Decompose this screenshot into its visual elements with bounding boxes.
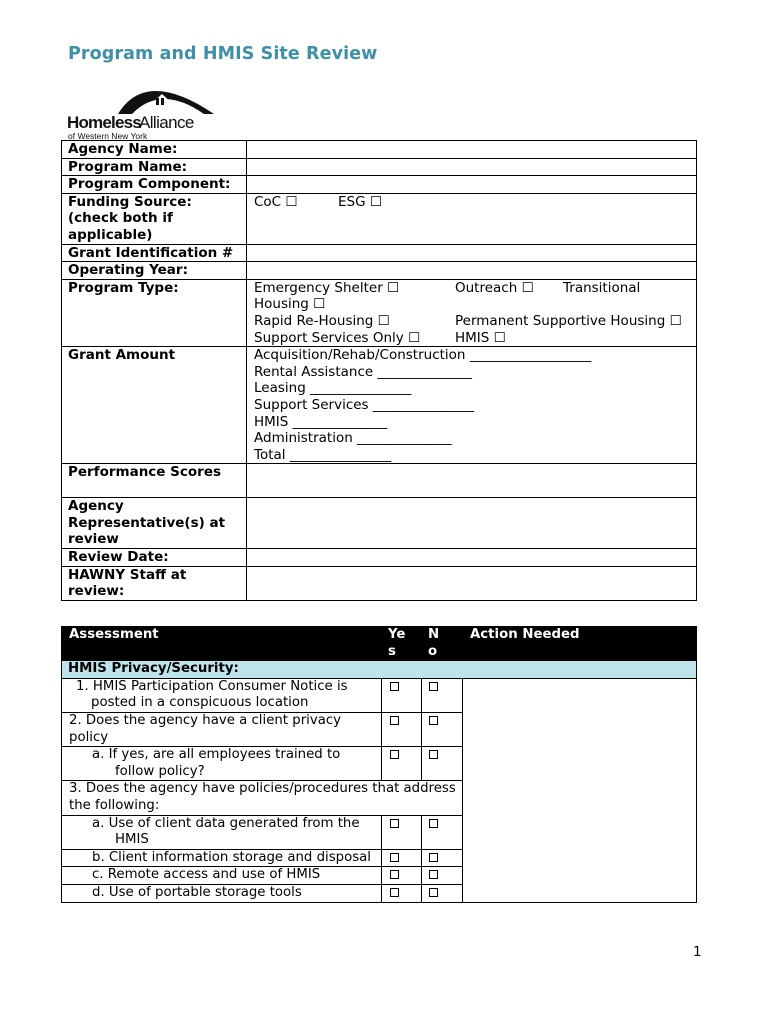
checkbox-icon[interactable]: [429, 853, 438, 862]
program-type-field: [247, 279, 697, 346]
program-type-label: Program Type:: [62, 279, 247, 346]
checkbox-icon[interactable]: [390, 819, 399, 828]
question-3a: a. Use of client data generated from the HMIS: [62, 815, 382, 849]
hawny-staff-label: HAWNY Staff at review:: [62, 566, 247, 600]
checkbox-icon[interactable]: [390, 750, 399, 759]
rapid-rehousing-option[interactable]: Rapid Re-Housing ☐: [254, 312, 390, 329]
grant-id-label: Grant Identification #: [62, 244, 247, 262]
agency-rep-label: Agency Representative(s) at review: [62, 498, 247, 549]
question-3: 3. Does the agency have policies/procedures that address the following:: [62, 781, 463, 815]
q3b-yes-checkbox[interactable]: [382, 849, 422, 867]
performance-scores-field[interactable]: [247, 464, 697, 498]
agency-name-field[interactable]: [247, 141, 697, 159]
action-needed-field[interactable]: [463, 678, 697, 902]
leasing-amount[interactable]: Leasing _______________: [254, 380, 412, 397]
operating-year-field[interactable]: [247, 262, 697, 280]
checkbox-icon[interactable]: [429, 750, 438, 759]
transitional-option[interactable]: Transitional: [563, 279, 641, 296]
action-needed-header: Action Needed: [463, 627, 697, 661]
assessment-header: Assessment: [62, 627, 382, 661]
q3c-no-checkbox[interactable]: [422, 867, 463, 885]
checkbox-icon[interactable]: [390, 716, 399, 725]
q2-yes-checkbox[interactable]: [382, 712, 422, 746]
transitional-housing-option[interactable]: Housing ☐: [254, 296, 326, 313]
agency-rep-field[interactable]: [247, 498, 697, 549]
review-date-field[interactable]: [247, 549, 697, 567]
hmis-option[interactable]: HMIS ☐: [455, 329, 506, 346]
coc-checkbox[interactable]: CoC ☐: [254, 193, 298, 210]
funding-source-field[interactable]: [247, 193, 697, 244]
checkbox-icon[interactable]: [390, 682, 399, 691]
esg-checkbox[interactable]: ESG ☐: [338, 193, 382, 210]
performance-scores-label: Performance Scores: [62, 464, 247, 498]
checkbox-icon[interactable]: [390, 888, 399, 897]
grant-amount-label: Grant Amount: [62, 347, 247, 464]
q2a-no-checkbox[interactable]: [422, 747, 463, 781]
review-date-label: Review Date:: [62, 549, 247, 567]
checkbox-icon[interactable]: [390, 853, 399, 862]
program-component-label: Program Component:: [62, 176, 247, 194]
rental-assistance-amount[interactable]: Rental Assistance ______________: [254, 363, 472, 380]
acquisition-amount[interactable]: Acquisition/Rehab/Construction __________________: [254, 347, 592, 364]
total-amount[interactable]: Total _______________: [254, 446, 392, 463]
q3b-no-checkbox[interactable]: [422, 849, 463, 867]
operating-year-label: Operating Year:: [62, 262, 247, 280]
grant-amount-field: [247, 347, 697, 464]
q2-no-checkbox[interactable]: [422, 712, 463, 746]
question-2: 2. Does the agency have a client privacy policy: [62, 712, 382, 746]
question-2a: a. If yes, are all employees trained to follow policy?: [62, 747, 382, 781]
svg-text:of Western New York: of Western New York: [68, 131, 148, 140]
hmis-privacy-section: HMIS Privacy/Security:: [62, 661, 697, 679]
q1-yes-checkbox[interactable]: [382, 678, 422, 712]
no-header: N o: [422, 627, 463, 661]
q1-no-checkbox[interactable]: [422, 678, 463, 712]
checkbox-icon[interactable]: [390, 870, 399, 879]
support-services-only-option[interactable]: Support Services Only ☐: [254, 329, 421, 346]
checkbox-icon[interactable]: [429, 870, 438, 879]
q3a-no-checkbox[interactable]: [422, 815, 463, 849]
outreach-option[interactable]: Outreach ☐: [455, 279, 534, 296]
administration-amount[interactable]: Administration ______________: [254, 430, 452, 447]
hmis-amount[interactable]: HMIS ______________: [254, 413, 388, 430]
checkbox-icon[interactable]: [429, 682, 438, 691]
funding-source-label: Funding Source: (check both if applicable): [62, 193, 247, 244]
question-3c: c. Remote access and use of HMIS: [62, 867, 382, 885]
homeless-alliance-logo: [66, 76, 216, 140]
agency-name-label: Agency Name:: [62, 141, 247, 159]
program-info-table: [61, 140, 697, 601]
emergency-shelter-option[interactable]: Emergency Shelter ☐: [254, 279, 400, 296]
question-3d: d. Use of portable storage tools: [62, 884, 382, 902]
checkbox-icon[interactable]: [429, 716, 438, 725]
q3a-yes-checkbox[interactable]: [382, 815, 422, 849]
checkbox-icon[interactable]: [429, 819, 438, 828]
program-name-field[interactable]: [247, 158, 697, 176]
checkbox-icon[interactable]: [429, 888, 438, 897]
question-3b: b. Client information storage and disposal: [62, 849, 382, 867]
support-services-amount[interactable]: Support Services _______________: [254, 396, 475, 413]
permanent-supportive-housing-option[interactable]: Permanent Supportive Housing ☐: [455, 312, 682, 329]
program-name-label: Program Name:: [62, 158, 247, 176]
q3d-no-checkbox[interactable]: [422, 884, 463, 902]
assessment-table: [61, 626, 697, 903]
q3c-yes-checkbox[interactable]: [382, 867, 422, 885]
grant-id-field[interactable]: [247, 244, 697, 262]
yes-header: Ye s: [382, 627, 422, 661]
program-component-field[interactable]: [247, 176, 697, 194]
page-number: 1: [693, 944, 702, 960]
svg-text:Homeless: Homeless: [67, 113, 141, 132]
page-title: Program and HMIS Site Review: [68, 44, 378, 64]
question-1: 1. HMIS Participation Consumer Notice is posted in a conspicuous location: [62, 678, 382, 712]
q2a-yes-checkbox[interactable]: [382, 747, 422, 781]
hawny-staff-field[interactable]: [247, 566, 697, 600]
svg-text:Alliance: Alliance: [139, 113, 194, 132]
q3d-yes-checkbox[interactable]: [382, 884, 422, 902]
